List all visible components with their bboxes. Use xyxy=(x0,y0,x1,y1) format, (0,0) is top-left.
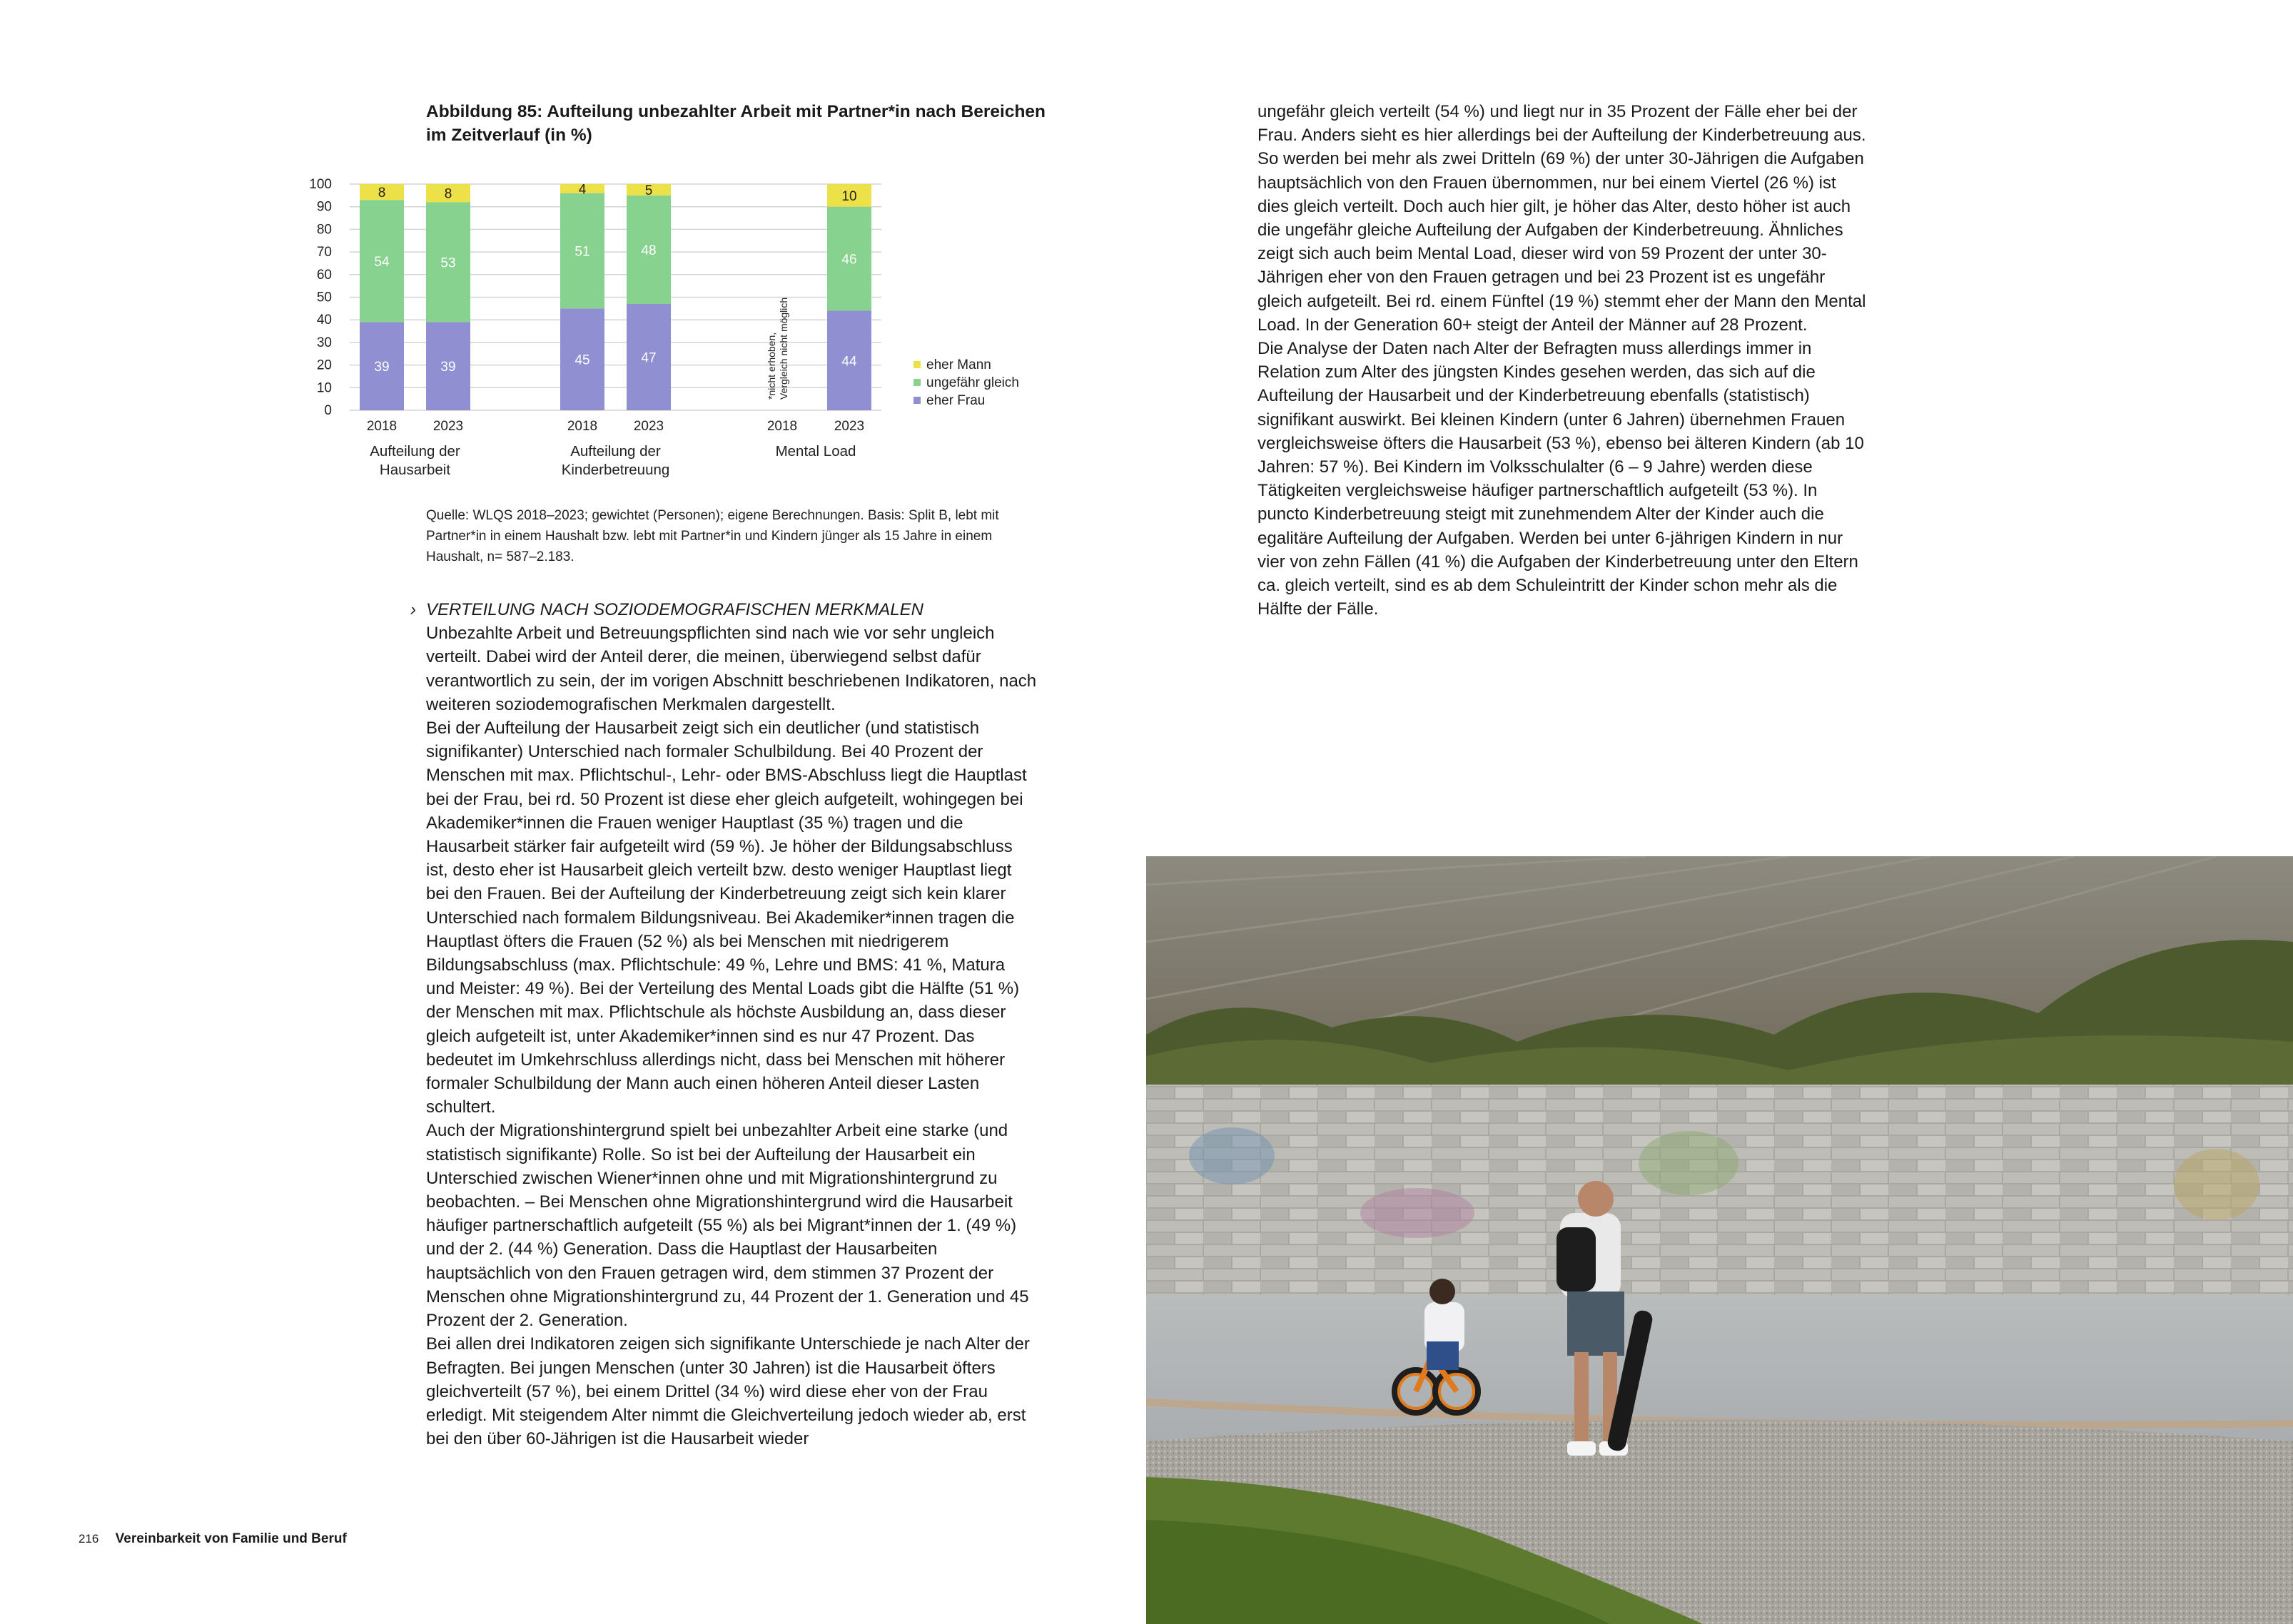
page-number: 216 xyxy=(79,1532,99,1546)
paragraph: ungefähr gleich verteilt (54 %) und liegt nur in 35 Prozent der Fälle eher bei der Frau. Anders sieht es hier allerdings bei der Aufteilung der Kinderbetreuung aus. So werden bei mehr als zwei Dritteln (69 %) der unter 30-Jährigen die Aufgaben hauptsächlich von den Frauen übernommen, nur bei einem Viertel (26 %) ist dies gleich verteilt. Doch auch hier gilt, je höher das Alter, desto höher ist auch die ungefähr gleiche Aufteilung der Aufgaben der Kinderbetreuung. Ähnliches zeigt sich auch beim Mental Load, dieser wird von 59 Prozent der unter 30-Jährigen eher von den Frauen getragen und bei 23 Prozent ist es ungefähr gleich aufgeteilt. Bei rd. einem Fünftel (19 %) stemmt eher der Mann den Mental Load. In der Generation 60+ steigt der Anteil der Männer auf 28 Prozent. xyxy=(1257,102,1866,335)
section-heading xyxy=(410,598,1037,621)
x-tick-label: 2023 xyxy=(432,419,464,434)
legend-swatch xyxy=(913,379,921,386)
legend-swatch xyxy=(913,361,921,368)
legend-label: ungefähr gleich xyxy=(926,375,1019,390)
annotation-line: Vergleich nicht möglich xyxy=(778,297,789,400)
chart-legend xyxy=(913,357,1019,408)
stacked-bar-chart xyxy=(300,168,1085,482)
figure-title: Abbildung 85: Aufteilung unbezahlter Arbeit mit Partner*in nach Bereichen im Zeitverlauf (in %) xyxy=(426,102,1046,145)
data-label: 53 xyxy=(440,255,456,271)
chart-annotation xyxy=(766,298,789,400)
x-tick-label: 2023 xyxy=(834,419,865,434)
group-label-line: Aufteilung der xyxy=(570,443,661,460)
left-text-column xyxy=(410,598,1037,1451)
data-label: 8 xyxy=(444,186,452,202)
y-tick-label: 90 xyxy=(316,199,332,215)
paragraph: Die Analyse der Daten nach Alter der Befragten muss allerdings immer in Relation zum Alter des jüngsten Kindes gesehen werden, das sich auf die Aufteilung der Hausarbeit und der Kinderbetreuung ebenfalls (statistisch) signifikant auswirkt. Bei kleinen Kindern (unter 6 Jahren) übernehmen Frauen vergleichsweise öfters die Hausarbeit (53 %), ebenso bei älteren Kindern (ab 10 Jahren: 57 %). Bei Kindern im Volksschulalter (6 – 9 Jahre) werden diese Tätigkeiten vergleichsweise häufiger partnerschaftlich aufgeteilt (53 %). In puncto Kinderbetreuung steigt mit zunehmendem Alter der Kinder auch die egalitäre Aufteilung der Aufgaben. Werden bei unter 6-jährigen Kindern in nur vier von zehn Fällen (41 %) die Aufgaben der Kinderbetreuung unter den Eltern ca. gleich verteilt, sind es ab dem Schuleintritt der Kinder schon mehr als die Hälfte der Fälle. xyxy=(1257,339,1864,619)
data-label: 48 xyxy=(641,243,657,258)
y-tick-label: 20 xyxy=(316,357,332,373)
y-tick-label: 60 xyxy=(316,267,332,283)
data-label: 8 xyxy=(378,186,386,201)
legend-label: eher Mann xyxy=(926,357,991,372)
data-label: 39 xyxy=(374,360,390,375)
legend-label: eher Frau xyxy=(926,393,986,408)
data-label: 45 xyxy=(574,352,590,368)
y-tick-label: 100 xyxy=(309,177,332,192)
photo-father-child xyxy=(1146,856,2293,1624)
data-label: 10 xyxy=(841,188,857,204)
group-label xyxy=(370,443,460,478)
group-label xyxy=(776,443,856,460)
legend-swatch xyxy=(913,397,921,404)
x-tick-label: 2018 xyxy=(766,419,798,434)
data-label: 54 xyxy=(374,254,390,270)
x-tick-label: 2018 xyxy=(366,419,398,434)
data-label: 47 xyxy=(641,350,657,366)
paragraph: Auch der Migrationshintergrund spielt bei unbezahlter Arbeit eine starke (und statistisch signifikante) Rolle. So ist bei der Aufteilung der Hausarbeit ein Unterschied zwischen Wiener*innen ohne und mit Migrationshintergrund zu beobachten. – Bei Menschen ohne Migrationshintergrund wird die Hausarbeit häufiger partnerschaftlich aufgeteilt (55 %) als bei Migrant*innen der 1. (49 %) und der 2. (44 %) Generation. Dass die Hauptlast der Hausarbeiten hauptsächlich von den Frauen getragen wird, dem stimmen 37 Prozent der Menschen ohne Migrationshintergrund zu, 44 Prozent der 1. Generation und 45 Prozent der 2. Generation. xyxy=(426,1121,1029,1331)
data-label: 5 xyxy=(644,183,653,198)
chevron-right-icon: › xyxy=(410,600,416,619)
paragraph: Bei allen drei Indikatoren zeigen sich signifikante Unterschiede je nach Alter der Befragten. Bei jungen Menschen (unter 30 Jahren) ist die Hausarbeit öfters gleichverteilt (57 %), bei einem Drittel (34 %) wird diese eher von der Frau erledigt. Mit steigendem Alter nimmt die Gleichverteilung jedoch wieder ab, erst bei den über 60-Jährigen ist die Hausarbeit wieder xyxy=(426,1334,1030,1449)
y-tick-label: 10 xyxy=(316,380,332,396)
y-tick-label: 30 xyxy=(316,335,332,350)
photo-father-child-skateboard-bike-icon xyxy=(1146,856,2293,1624)
data-label: 39 xyxy=(440,360,456,375)
y-tick-label: 40 xyxy=(316,313,332,328)
chart-bars xyxy=(360,182,871,410)
paragraph: Bei der Aufteilung der Hausarbeit zeigt sich ein deutlicher (und statistisch signifikanter) Unterschied nach formaler Schulbildung. Bei 40 Prozent der Menschen mit max. Pflichtschul-, Lehr- oder BMS-Abschluss liegt die Hauptlast bei der Frau, bei rd. 50 Prozent ist diese eher gleich aufgeteilt, wohingegen bei Akademiker*innen die Frauen weniger Hauptlast (35 %) tragen und die Hausarbeit stärker fair aufgeteilt wird (59 %). Je höher der Bildungsabschluss ist, desto eher ist Hausarbeit gleich verteilt bzw. desto weniger Hauptlast liegt bei den Frauen. Bei der Aufteilung der Kinderbetreuung zeigt sich kein klarer Unterschied nach formalem Bildungsniveau. Bei Akademiker*innen tragen die Hauptlast öfters die Frauen (52 %) als bei Menschen mit niedrigerem Bildungsabschluss (max. Pflichtschule: 49 %, Lehre und BMS: 41 %, Matura und Meister: 49 %). Bei der Verteilung des Mental Loads gibt die Hälfte (51 %) der Menschen mit max. Pflichtschule als höchste Ausbildung an, dass dieser gleich aufgeteilt ist, unter Akademiker*innen sind es nur 47 Prozent. Das bedeutet im Umkehrschluss allerdings nicht, dass bei Menschen mit höherer formaler Schulbildung der Mann auch einen höheren Anteil dieser Lasten schultert. xyxy=(426,719,1027,1117)
section-heading-text: VERTEILUNG NACH SOZIODEMOGRAFISCHEN MERKMALEN xyxy=(426,600,923,619)
running-title: Vereinbarkeit von Familie und Beruf xyxy=(115,1531,347,1546)
x-axis-labels xyxy=(367,419,864,478)
paragraph: Unbezahlte Arbeit und Betreuungspflichten sind nach wie vor sehr ungleich verteilt. Dabei wird der Anteil derer, die meinen, überwiegend selbst dafür verantwortlich zu sein, der im vorigen Abschnitt beschriebenen Indikatoren, nach weiteren soziodemografischen Merkmalen dargestellt. xyxy=(426,624,1037,714)
data-label: 46 xyxy=(841,252,857,268)
y-tick-label: 0 xyxy=(324,403,332,418)
annotation-line: *nicht erhoben, xyxy=(766,332,777,400)
group-label xyxy=(562,443,670,478)
y-axis-ticks xyxy=(309,177,332,418)
x-tick-label: 2018 xyxy=(567,419,598,434)
group-label-line: Kinderbetreuung xyxy=(561,462,670,478)
data-label: 51 xyxy=(574,244,590,260)
figure-source: Quelle: WLQS 2018–2023; gewichtet (Personen); eigene Berechnungen. Basis: Split B, lebt mit Partner*in in einem Haushalt bzw. lebt mit Partner*in und Kindern jünger als 15 Jahre in einem Haushalt, n= 587–2.183. xyxy=(426,508,999,564)
data-label: 44 xyxy=(841,354,857,370)
page-footer xyxy=(79,1531,347,1547)
y-tick-label: 80 xyxy=(316,222,332,238)
group-label-line: Hausarbeit xyxy=(379,462,451,478)
group-label-line: Mental Load xyxy=(775,443,856,460)
group-label-line: Aufteilung der xyxy=(370,443,460,460)
y-tick-label: 50 xyxy=(316,290,332,305)
data-label: 4 xyxy=(578,182,587,198)
x-tick-label: 2023 xyxy=(633,419,664,434)
y-tick-label: 70 xyxy=(316,245,332,260)
right-text-column xyxy=(1257,100,1870,621)
